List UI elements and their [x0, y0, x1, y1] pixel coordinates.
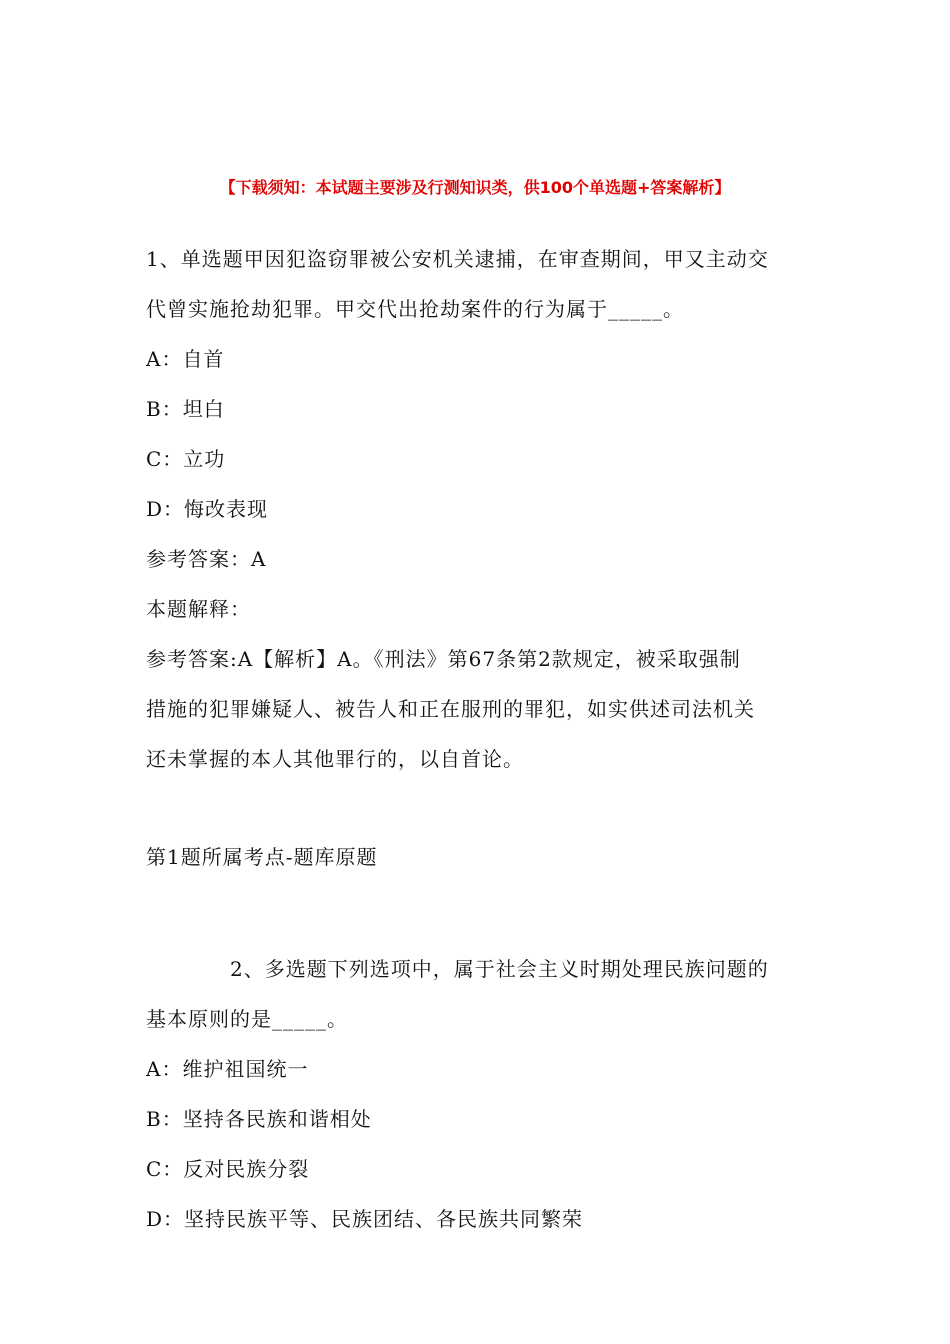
- question-2-option-d: D：坚持民族平等、民族团结、各民族共同繁荣: [146, 1207, 584, 1231]
- question-2-option-c: C：反对民族分裂: [146, 1157, 310, 1181]
- question-1-topic: 第1题所属考点-题库原题: [146, 845, 378, 869]
- question-1-explanation-line-2: 措施的犯罪嫌疑人、被告人和正在服刑的罪犯，如实供述司法机关: [146, 697, 755, 721]
- document-body: [146, 234, 810, 1244]
- question-1-text-line-2: 代曾实施抢劫犯罪。甲交代出抢劫案件的行为属于_____。: [146, 297, 684, 321]
- question-1-answer: 参考答案：A: [146, 547, 267, 571]
- question-1-option-a: A：自首: [146, 347, 225, 371]
- question-2-text-line-1: 2、多选题下列选项中，属于社会主义时期处理民族问题的: [230, 957, 769, 981]
- question-1-text-line-1: 1、单选题甲因犯盗窃罪被公安机关逮捕，在审查期间，甲又主动交: [146, 247, 769, 271]
- question-1: [146, 234, 810, 784]
- question-1-explanation-line-3: 还未掌握的本人其他罪行的，以自首论。: [146, 747, 524, 771]
- question-2-option-a: A：维护祖国统一: [146, 1057, 309, 1081]
- question-1-option-b: B：坦白: [146, 397, 225, 421]
- question-1-option-d: D：悔改表现: [146, 497, 269, 521]
- question-1-explanation-label: 本题解释：: [146, 597, 251, 621]
- question-2-text-line-2: 基本原则的是_____。: [146, 1007, 348, 1031]
- spacer: [146, 784, 810, 832]
- question-2: [146, 944, 810, 1244]
- question-1-explanation-line-1: 参考答案:A【解析】A。《刑法》第67条第2款规定，被采取强制: [146, 647, 741, 671]
- question-1-option-c: C：立功: [146, 447, 226, 471]
- download-notice: 【下载须知：本试题主要涉及行测知识类，供100个单选题+答案解析】: [219, 178, 731, 197]
- question-2-option-b: B：坚持各民族和谐相处: [146, 1107, 372, 1131]
- spacer: [146, 882, 810, 944]
